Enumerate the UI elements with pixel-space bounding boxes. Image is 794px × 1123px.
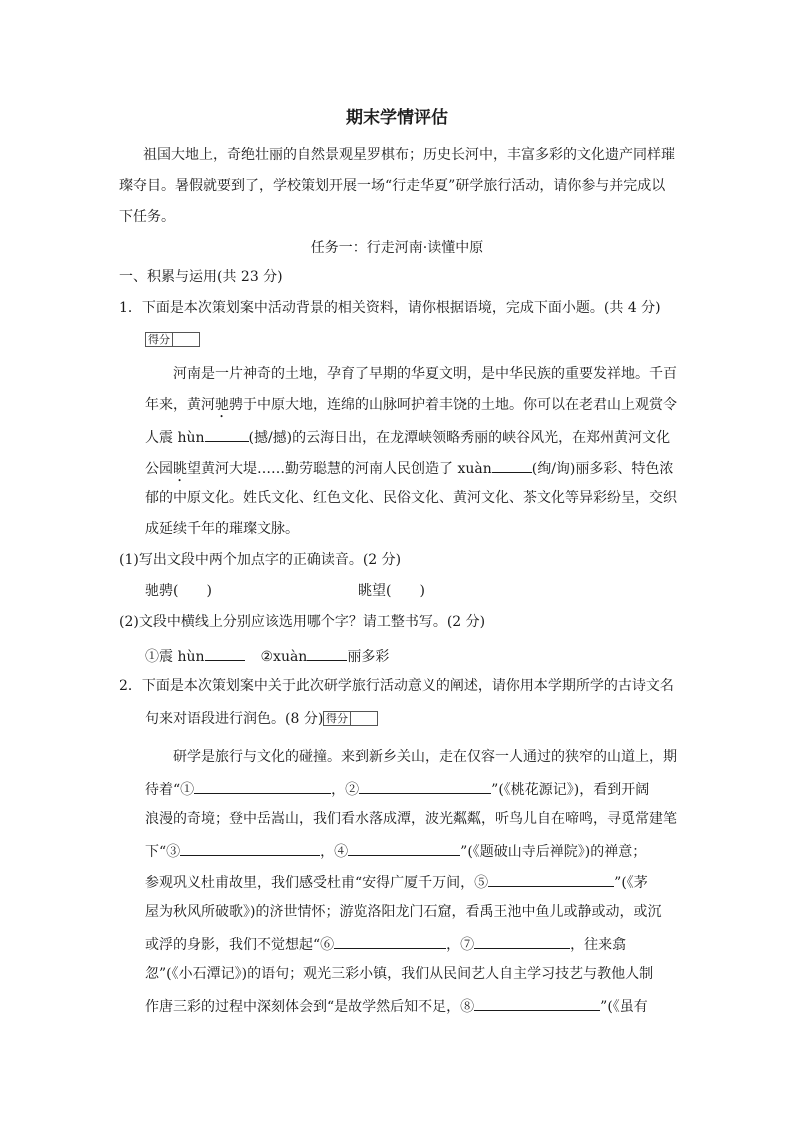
q1-passage-line-1: 河南是一片神奇的土地，孕育了早期的华夏文明，是中华民族的重要发祥地。千百 bbox=[173, 366, 677, 382]
q1-passage-line-3: 人震 hùn (撼/撼)的云海日出，在龙潭峡领略秀丽的峡谷风光，在郑州黄河文化 bbox=[145, 426, 670, 448]
q1-sub-2: (2)文段中横线上分别应该选用哪个字？请工整书写。(2 分) bbox=[119, 614, 486, 630]
q2-passage-line-5: 参观巩义杜甫故里，我们感受杜甫“安得广厦千万间，⑤ ”(《茅 bbox=[145, 871, 648, 893]
q2-passage-line-6: 屋为秋风所破歌》)的济世情怀；游览洛阳龙门石窟，看禹王池中鱼儿或静或动，或沉 bbox=[145, 904, 662, 920]
q2-passage-line-4: 下“③ ，④ ”(《题破山寺后禅院》)的禅意； bbox=[145, 840, 646, 862]
q1-sub-1: (1)写出文段中两个加点字的正确读音。(2 分) bbox=[119, 552, 402, 568]
section-heading: 一、积累与运用(共 23 分) bbox=[119, 269, 283, 285]
fill-blank[interactable] bbox=[474, 995, 600, 1011]
q2-passage-line-7: 或浮的身影，我们不觉想起“⑥ ，⑦ ，往来翕 bbox=[145, 933, 626, 955]
fill-blank[interactable] bbox=[205, 645, 245, 661]
q1-answer-1a[interactable]: 驰骋( ) bbox=[145, 583, 212, 599]
score-label: 得分 bbox=[146, 333, 173, 346]
fill-blank[interactable] bbox=[492, 457, 532, 473]
q2-passage-line-3: 浪漫的奇境；登中岳嵩山，我们看水落成潭，波光粼粼，听鸟儿自在啼鸣，寻觅常建笔 bbox=[145, 811, 677, 827]
q2-passage-line-8: 忽”(《小石潭记》)的语句；观光三彩小镇，我们从民间艺人自主学习技艺与教他人制 bbox=[145, 966, 654, 982]
score-box-q1[interactable] bbox=[145, 332, 200, 347]
score-box-q2[interactable] bbox=[323, 711, 378, 726]
fill-blank[interactable] bbox=[205, 426, 249, 442]
fill-blank[interactable] bbox=[488, 871, 614, 887]
fill-blank[interactable] bbox=[180, 840, 320, 856]
q1-passage-line-2: 年来，黄河驰骋于中原大地，连绵的山脉呵护着丰饶的土地。你可以在老君山上观赏令 bbox=[145, 397, 677, 413]
fill-blank[interactable] bbox=[334, 933, 446, 949]
intro-line-2: 璨夺目。暑假就要到了，学校策划开展一场“行走华夏”研学旅行活动，请你参与并完成以 bbox=[119, 178, 666, 194]
question-2-stem-2: 句来对语段进行润色。(8 分) bbox=[145, 711, 324, 727]
dotted-char: 驰 bbox=[215, 397, 229, 413]
q1-answer-1b[interactable]: 眺望( ) bbox=[358, 583, 425, 599]
fill-blank[interactable] bbox=[474, 933, 570, 949]
fill-blank[interactable] bbox=[348, 840, 460, 856]
fill-blank[interactable] bbox=[307, 645, 347, 661]
q1-passage-line-5: 郁的中原文化。姓氏文化、红色文化、民俗文化、黄河文化、茶文化等异彩纷呈，交织 bbox=[145, 490, 677, 506]
q2-passage-line-1: 研学是旅行与文化的碰撞。来到新乡关山，走在仅容一人通过的狭窄的山道上，期 bbox=[173, 749, 677, 765]
page-title: 期末学情评估 bbox=[346, 108, 448, 128]
q1-passage-line-6: 成延续千年的璀璨文脉。 bbox=[145, 521, 299, 537]
score-label: 得分 bbox=[324, 712, 351, 725]
question-2-stem-1: 2．下面是本次策划案中关于此次研学旅行活动意义的阐述，请你用本学期所学的古诗文名 bbox=[119, 678, 674, 694]
q1-passage-line-4: 公园眺望黄河大堤……勤劳聪慧的河南人民创造了 xuàn (绚/询)丽多彩、特色浓 bbox=[145, 457, 673, 485]
dotted-char: 眺 bbox=[173, 461, 187, 477]
task-heading: 任务一：行走河南·读懂中原 bbox=[310, 240, 484, 256]
intro-line-1: 祖国大地上，奇绝壮丽的自然景观星罗棋布；历史长河中，丰富多彩的文化遗产同样璀 bbox=[143, 147, 675, 163]
q2-passage-line-2: 待着“① ，② ”(《桃花源记》)，看到开阔 bbox=[145, 778, 649, 800]
fill-blank[interactable] bbox=[359, 778, 491, 794]
question-1-stem: 1．下面是本次策划案中活动背景的相关资料，请你根据语境，完成下面小题。(共 4 分) bbox=[119, 300, 661, 316]
q1-answer-2: ①震 hùn ②xuàn 丽多彩 bbox=[145, 645, 389, 667]
fill-blank[interactable] bbox=[194, 778, 331, 794]
intro-line-3: 下任务。 bbox=[119, 209, 175, 225]
q2-passage-line-9: 作唐三彩的过程中深刻体会到“是故学然后知不足，⑧ ”(《虽有 bbox=[145, 995, 648, 1017]
